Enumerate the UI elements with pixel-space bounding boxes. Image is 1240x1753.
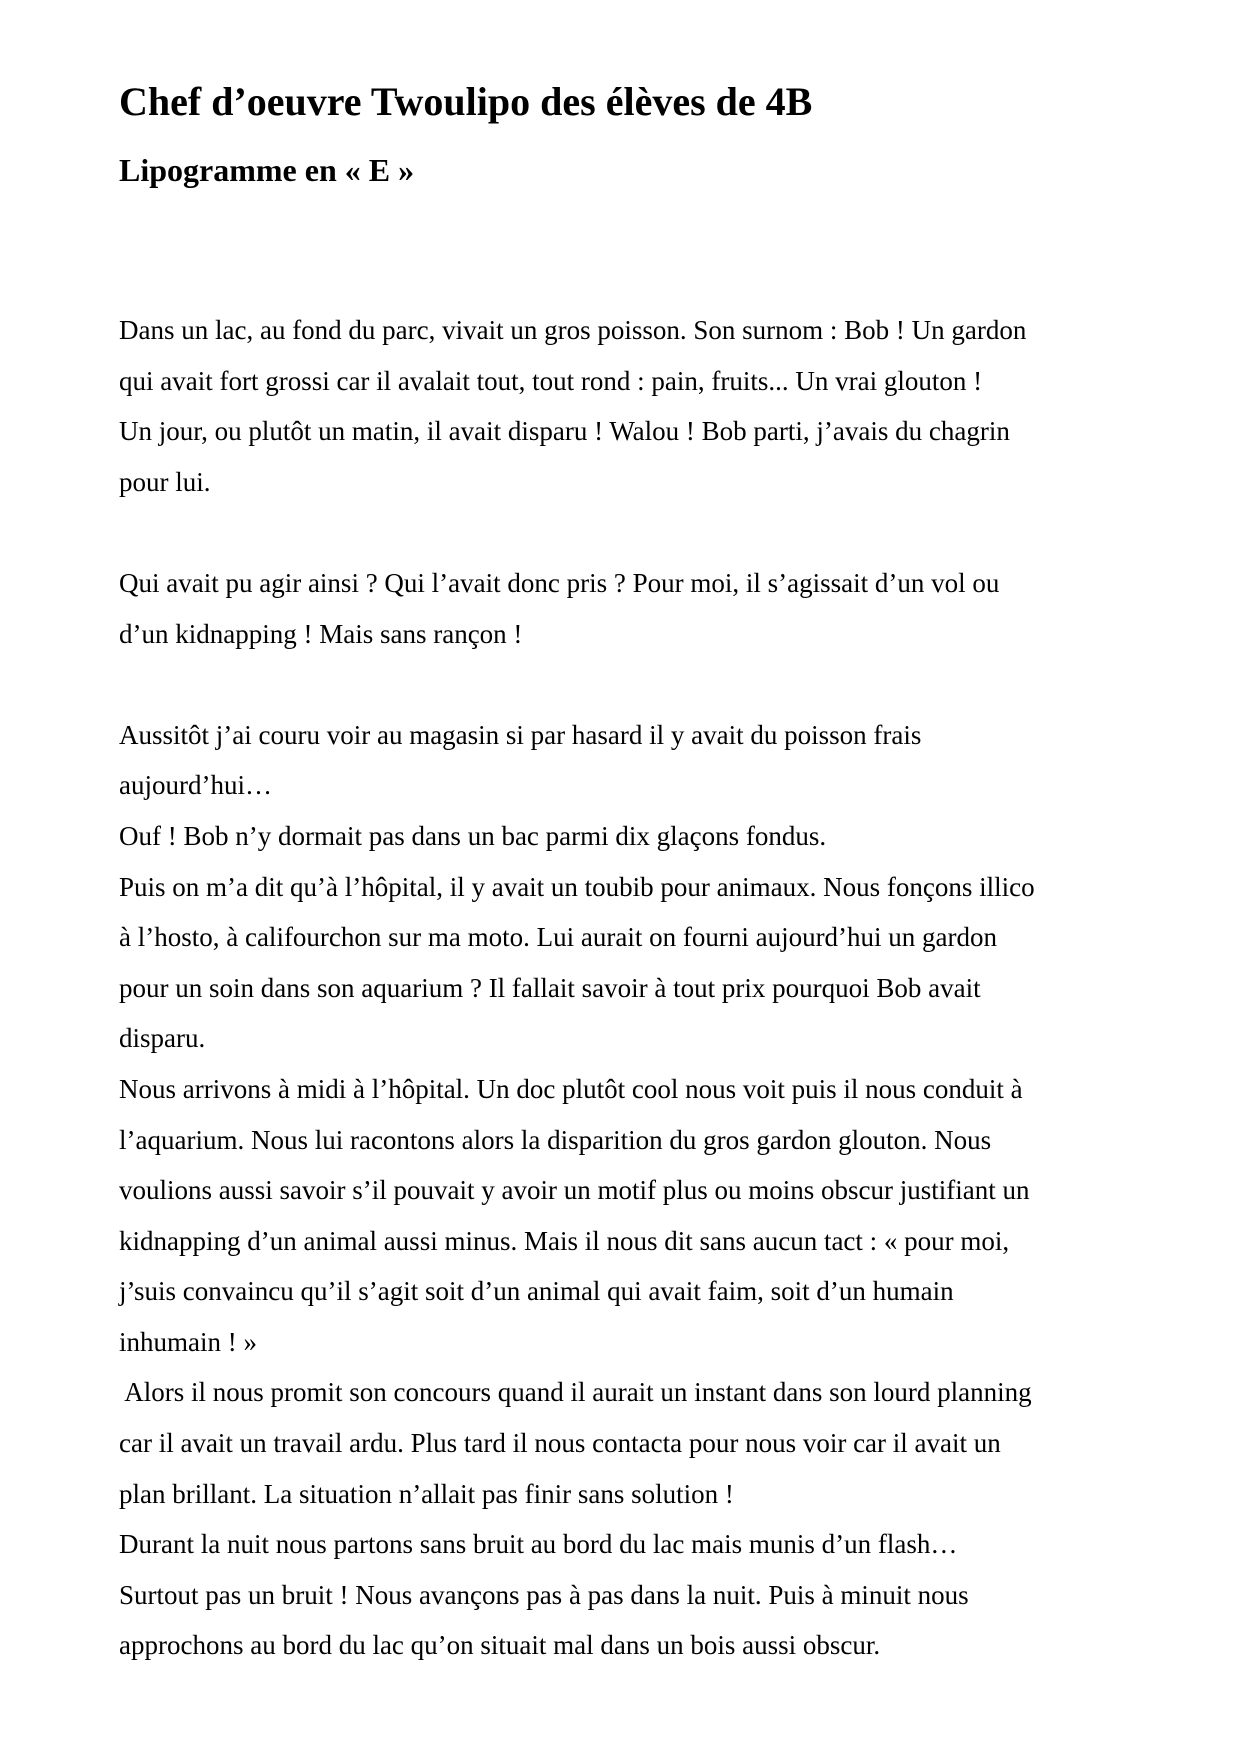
text-line: disparu. bbox=[119, 1023, 206, 1054]
document-title: Chef d’oeuvre Twoulipo des élèves de 4B bbox=[119, 79, 813, 124]
text-line: Dans un lac, au fond du parc, vivait un gros poisson. Son surnom : Bob ! Un gardon bbox=[119, 315, 1027, 345]
text-line: pour lui. bbox=[119, 466, 211, 497]
text-line: Puis on m’a dit qu’à l’hôpital, il y avait un toubib pour animaux. Nous fonçons illico bbox=[119, 871, 1035, 902]
story-text bbox=[119, 305, 1129, 1671]
text-line: l’aquarium. Nous lui racontons alors la disparition du gros gardon glouton. Nous bbox=[119, 1124, 992, 1155]
text-line: Nous arrivons à midi à l’hôpital. Un doc plutôt cool nous voit puis il nous conduit à bbox=[119, 1073, 1023, 1104]
text-line: Qui avait pu agir ainsi ? Qui l’avait donc pris ? Pour moi, il s’agissait d’un vol ou bbox=[119, 567, 1000, 598]
text-line: d’un kidnapping ! Mais sans rançon ! bbox=[119, 618, 523, 649]
blank-line bbox=[119, 507, 1129, 558]
text-line: qui avait fort grossi car il avalait tout, tout rond : pain, fruits... Un vrai glouton ! bbox=[119, 365, 983, 396]
text-line: j’suis convaincu qu’il s’agit soit d’un animal qui avait faim, soit d’un humain bbox=[119, 1276, 954, 1307]
text-line: Un jour, ou plutôt un matin, il avait disparu ! Walou ! Bob parti, j’avais du chagrin bbox=[119, 416, 1010, 447]
text-line: Durant la nuit nous partons sans bruit au bord du lac mais munis d’un flash… bbox=[119, 1529, 958, 1560]
text-line: inhumain ! » bbox=[119, 1326, 257, 1357]
text-line: car il avait un travail ardu. Plus tard il nous contacta pour nous voir car il avait un bbox=[119, 1428, 1001, 1459]
text-line: Surtout pas un bruit ! Nous avançons pas à pas dans la nuit. Puis à minuit nous bbox=[119, 1579, 969, 1610]
text-line: voulions aussi savoir s’il pouvait y avoir un motif plus ou moins obscur justifiant un bbox=[119, 1175, 1030, 1206]
text-line: à l’hosto, à califourchon sur ma moto. Lui aurait on fourni aujourd’hui un gardon bbox=[119, 922, 998, 953]
text-line: kidnapping d’un animal aussi minus. Mais il nous dit sans aucun tact : « pour moi, bbox=[119, 1225, 1010, 1256]
text-line: Alors il nous promit son concours quand il aurait un instant dans son lourd planning bbox=[119, 1377, 1032, 1408]
blank-line bbox=[119, 659, 1129, 710]
text-line: approchons au bord du lac qu’on situait mal dans un bois aussi obscur. bbox=[119, 1630, 881, 1661]
text-line: Ouf ! Bob n’y dormait pas dans un bac parmi dix glaçons fondus. bbox=[119, 820, 827, 851]
text-line: pour un soin dans son aquarium ? Il fallait savoir à tout prix pourquoi Bob avait bbox=[119, 972, 981, 1003]
text-line: aujourd’hui… bbox=[119, 770, 272, 801]
text-line: plan brillant. La situation n’allait pas finir sans solution ! bbox=[119, 1478, 734, 1509]
text-line: Aussitôt j’ai couru voir au magasin si par hasard il y avait du poisson frais bbox=[119, 719, 922, 750]
document-subtitle: Lipogramme en « E » bbox=[119, 152, 415, 188]
